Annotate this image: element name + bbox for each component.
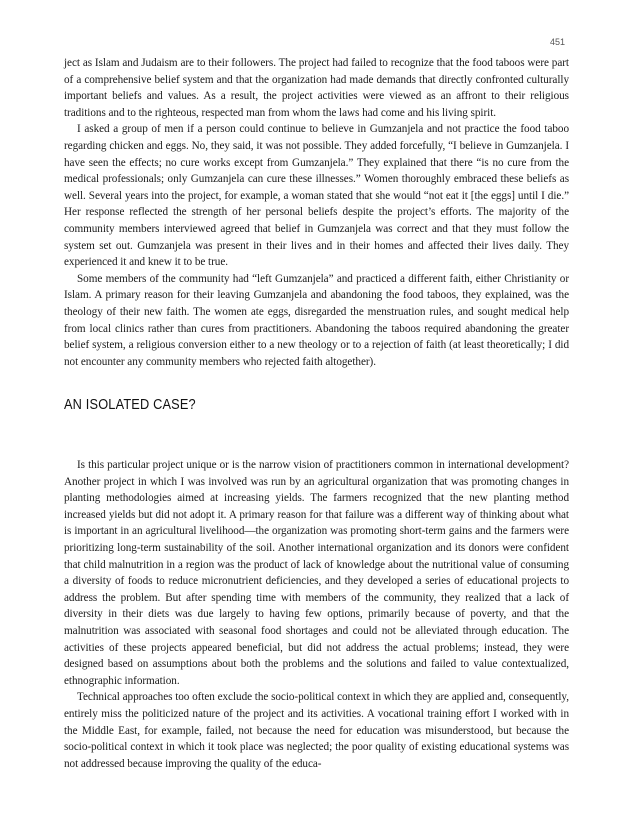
paragraph: Technical approaches too often exclude the socio-political context in which they are applied and, consequently, entirely miss the politicized nature of the project and its activities. A vocational training effort I worked with in the Middle East, for example, failed, not because the need for education was misunderstood, but because the socio-political context in which it took place was neglected; the poor quality of existing educational systems was not addressed because improving the quality of the educa- xyxy=(64,691,569,770)
body-text-bottom xyxy=(64,457,569,772)
section-heading: AN ISOLATED CASE? xyxy=(64,397,196,413)
paragraph: I asked a group of men if a person could continue to believe in Gumzanjela and not practice the food taboo regarding chicken and eggs. No, they said, it was not possible. They added forcefully, “I believe in Gumzanjela. I have seen the effects; no cure works except from Gumzanjela.” They explained that there “is no cure from the medical professionals; only Gumzanjela can cure these illnesses.” Women thoroughly embraced these beliefs as well. Several years into the project, for example, a woman stated that she would “not eat it [the eggs] until I die.” Her response reflected the strength of her personal beliefs despite the project’s efforts. The majority of the community members interviewed agreed that belief in Gumzanjela was correct and that they must follow the system set out. Gumzanjela was present in their lives and in their homes and affected their lives daily. They experienced it and knew it to be true. xyxy=(64,123,569,269)
paragraph: Is this particular project unique or is the narrow vision of practitioners common in international development? Another project in which I was involved was run by an agricultural organization that was promoting changes in planting methodologies aimed at increasing yields. The farmers recognized that the new planting method increased yields but did not adopt it. A primary reason for that failure was a different way of thinking about what is important in an agricultural livelihood—the organization was promoting short-term gains and the farmers were prioritizing long-term sustainability of the soil. Another international organization and its donors were confident that child malnutrition in a region was the product of lack of knowledge about the nutritional value of consuming a diversity of foods to reduce micronutrient deficiencies, and they developed a series of educational projects to address the problem. But after spending time with members of the community, they realized that a lack of diversity in their diets was due largely to having few options, primarily because of poverty, and that the malnutrition was associated with seasonal food shortages and could not be alleviated through education. The activities of these projects appeared beneficial, but did not address the actual problems; instead, they were designed based on assumptions about both the problems and the solutions and failed to value contextualized, ethnographic information. xyxy=(64,459,569,687)
body-text-top xyxy=(64,55,569,370)
page-number: 451 xyxy=(549,37,565,47)
paragraph: ject as Islam and Judaism are to their followers. The project had failed to recognize that the food taboos were part of a comprehensive belief system and that the organization had made demands that directly confronted culturally important beliefs and values. As a result, the project activities were viewed as an affront to their religious traditions and to the righteous, respected man from whom the laws had come and his living spirit. xyxy=(64,57,569,119)
paragraph: Some members of the community had “left Gumzanjela” and practiced a different faith, either Christianity or Islam. A primary reason for their leaving Gumzanjela and abandoning the food taboos, they explained, was the theology of their new faith. The women ate eggs, disregarded the menstruation rules, and sought medical help from local clinics rather than cures from practitioners. Abandoning the taboos required abandoning the greater belief system, a religious conversion either to a new theology or to a rejection of faith (at least theoretically; I did not encounter any community members who rejected faith altogether). xyxy=(64,272,569,368)
